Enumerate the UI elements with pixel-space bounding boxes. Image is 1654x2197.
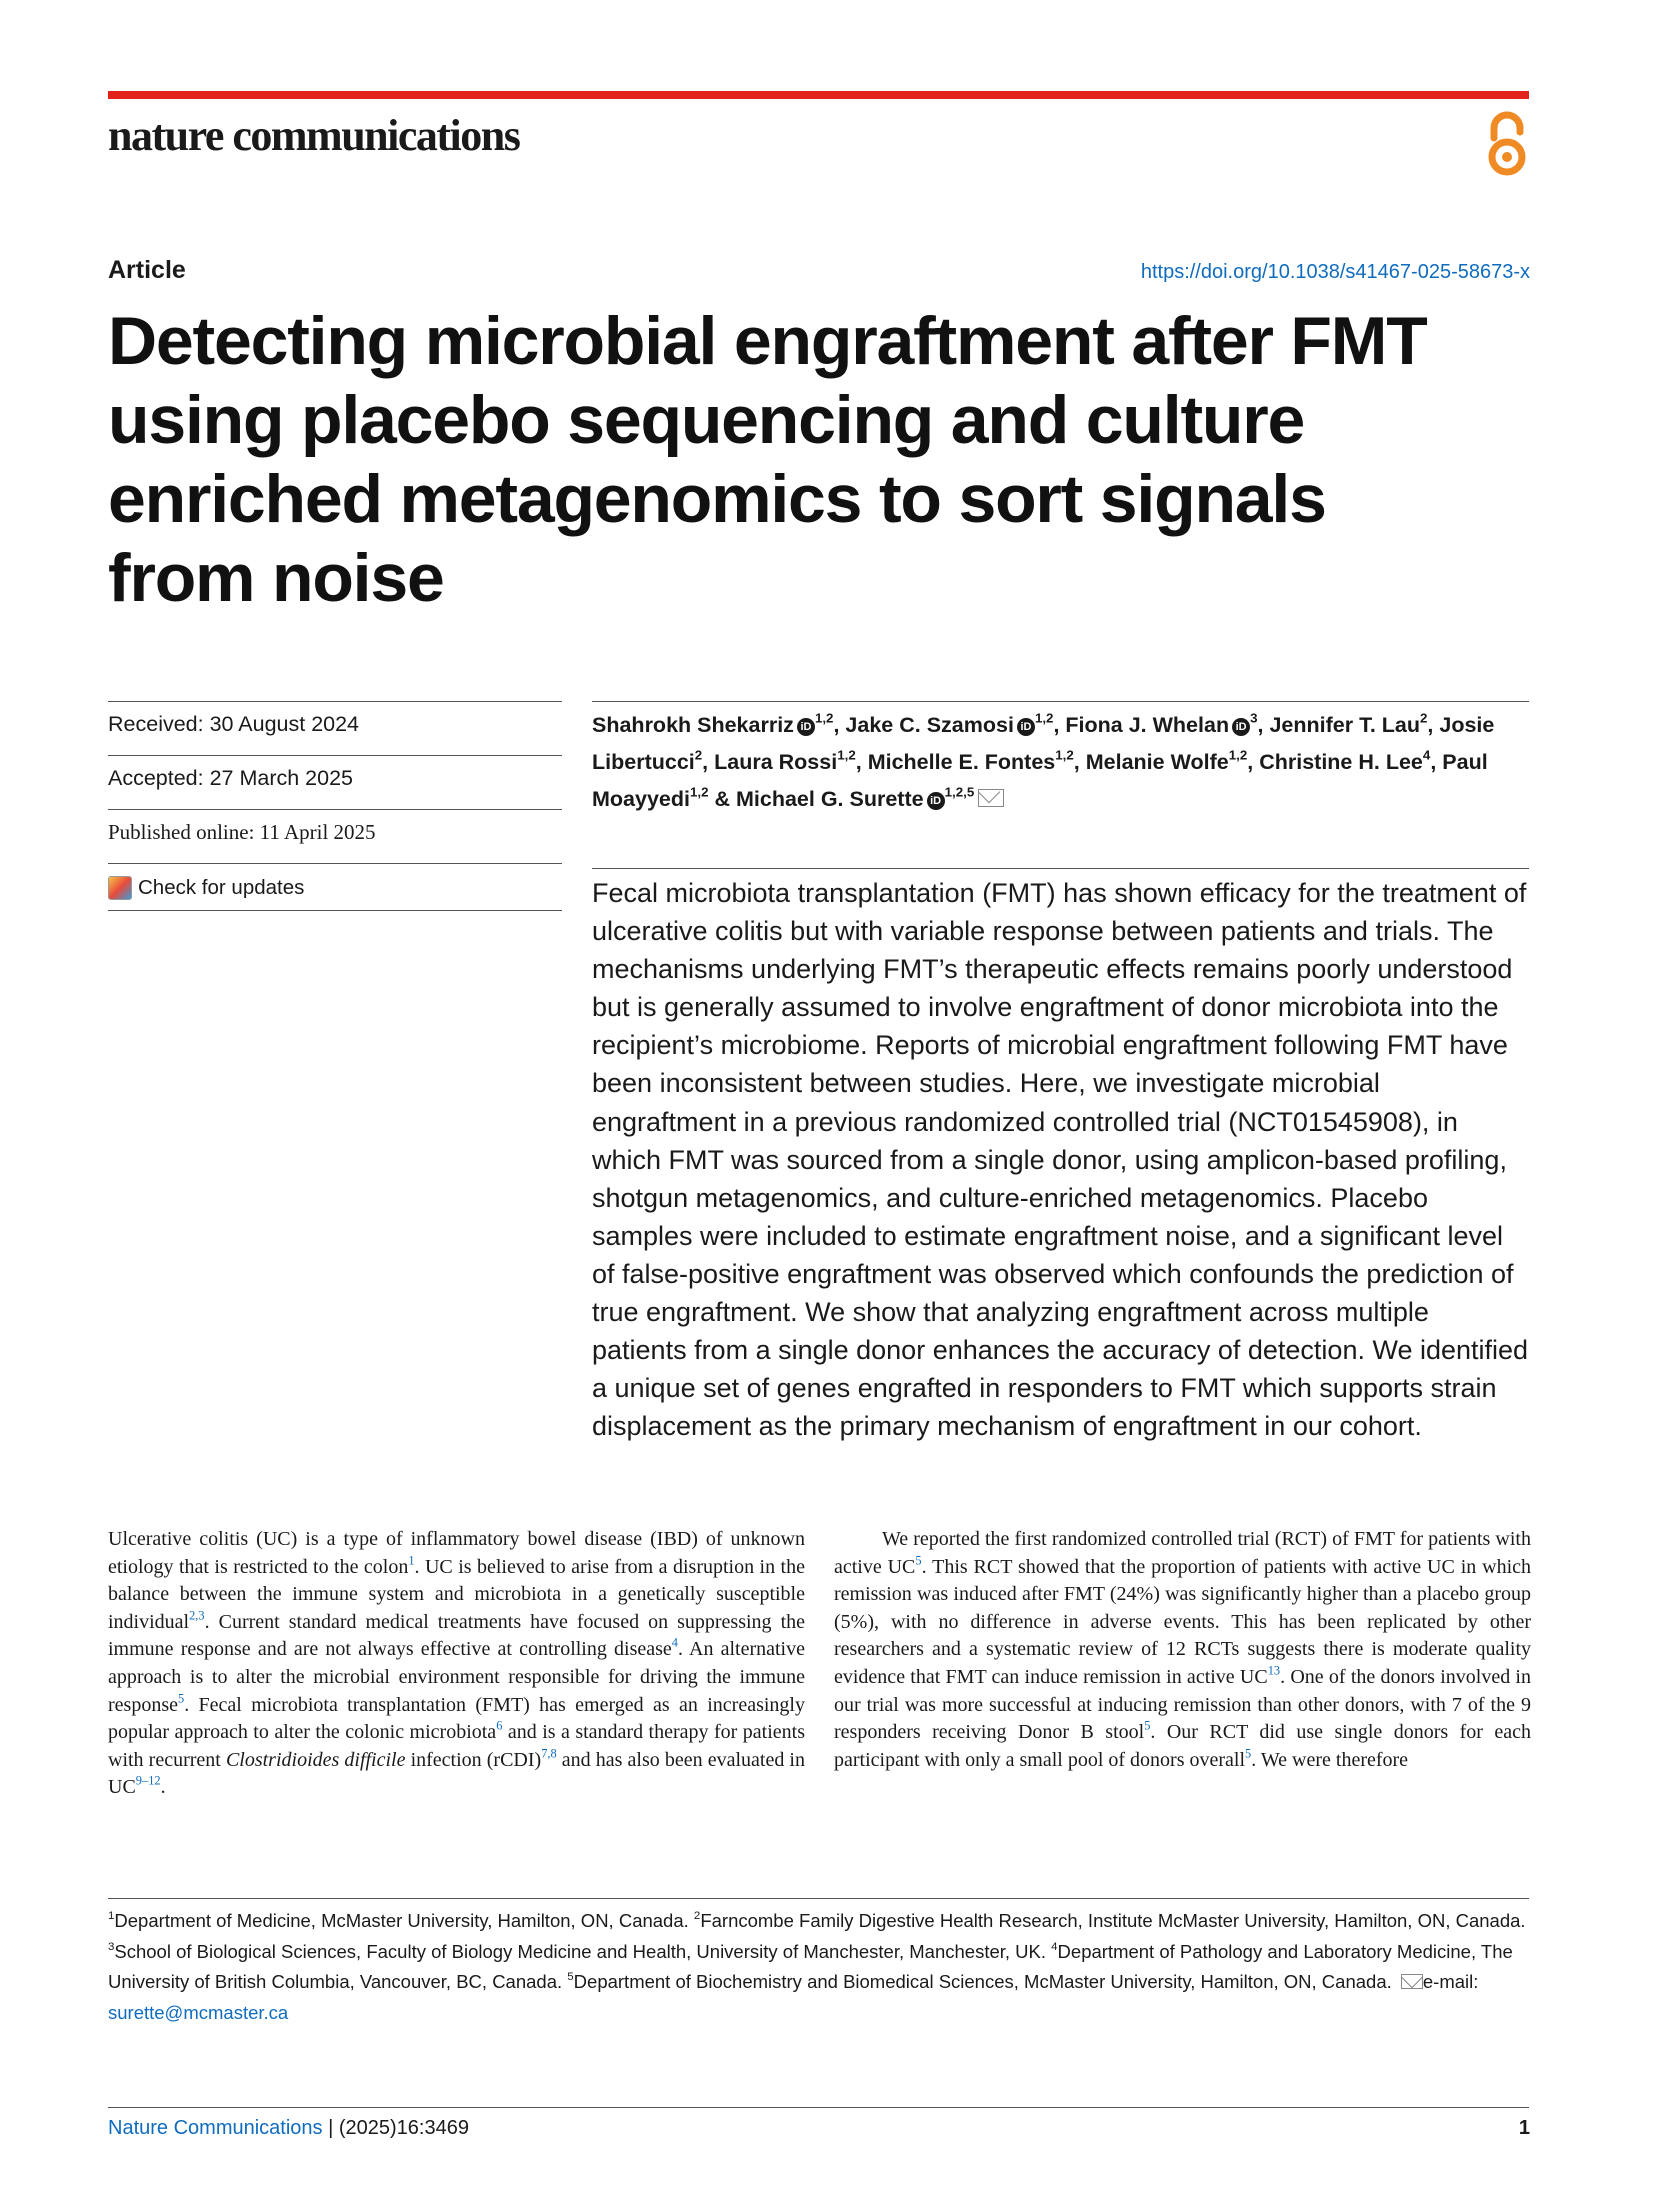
envelope-icon	[1401, 1974, 1423, 1989]
citation-link[interactable]: 4	[671, 1635, 678, 1650]
body-text-right-column: We reported the first randomized controlled trial (RCT) of FMT for patients with active UC$^5$. This RCT showed that the proportion of patients with active UC in which remission was induced after FMT (24%) was significantly higher than a placebo group (5%), with no difference in adverse events. This has been replicated by other researchers and a systematic review of 12 RCTs suggests there is moderate quality evidence that FMT can induce remission in active UC$^{13}$. One of the donors involved in our trial was more successful at inducing remission than other donors, with 7 of the 9 responders receiving Donor B stool$^5$. Our RCT did use single donors for each participant with only a small pool of donors overall$^5$. We were therefore	[834, 1528, 1532, 1771]
title-line: Detecting microbial engraftment after FMT	[108, 303, 1427, 379]
orcid-icon[interactable]: iD	[797, 718, 815, 736]
affiliation-number: 1	[108, 1909, 115, 1922]
title-line: using placebo sequencing and culture	[108, 382, 1305, 458]
page-number: 1	[1518, 2117, 1530, 2139]
affiliations	[108, 1906, 1529, 2028]
citation-link[interactable]: 2,3	[189, 1608, 205, 1623]
affiliation-text: Department of Biochemistry and Biomedical Sciences, McMaster University, Hamilton, ON, Canada.	[573, 1971, 1397, 1992]
author[interactable]: Fiona J. Whelan	[1065, 713, 1230, 737]
citation-link[interactable]: 7,8	[541, 1746, 557, 1761]
open-access-icon	[1482, 110, 1532, 178]
author[interactable]: Christine H. Lee	[1259, 750, 1423, 774]
check-for-updates-icon	[108, 876, 132, 900]
article-title	[108, 302, 1528, 618]
authors-divider	[592, 701, 1529, 702]
footer-journal-link[interactable]: Nature Communications	[108, 2117, 323, 2139]
check-for-updates-label: Check for updates	[138, 876, 305, 899]
affiliation-text: Department of Medicine, McMaster University, Hamilton, ON, Canada.	[114, 1910, 694, 1931]
email-link[interactable]: surette@mcmaster.ca	[108, 2001, 289, 2023]
author-affiliation-marker: 1,2	[837, 747, 856, 763]
affiliation-text: School of Biological Sciences, Faculty of Biology Medicine and Health, University of Manchester, Manchester, UK.	[114, 1940, 1052, 1962]
author-affiliation-marker: 1,2	[1055, 747, 1074, 763]
orcid-icon[interactable]: iD	[1232, 718, 1250, 736]
affiliation-text: Farncombe Family Digestive Health Research, Institute McMaster University, Hamilton, ON, Canada.	[700, 1910, 1526, 1931]
author-affiliation-marker: 2	[1420, 710, 1428, 726]
meta-divider	[108, 910, 562, 911]
author-affiliation-marker: 1,2	[814, 710, 834, 726]
author-list: Shahrokh Shekarriz iD$^{1,2}$, Jake C. Szamosi iD$^{1,2}$, Fiona J. Whelan $iD^3$, Jennifer T. Lau$^2$, Josie Libertucci$^2$, Laura Rossi$^{1,2}$, Michelle E. Fontes$^{1,2}$, Melanie Wolfe$^{1,2}$, Christine H. Lee$^4$, Paul Moayyedi$^{1,2}$ & Michael G. Surette iD$^{1,2,5}$	[592, 710, 1495, 811]
author[interactable]: Jake C. Szamosi	[845, 713, 1014, 737]
authors-divider	[592, 868, 1529, 869]
author[interactable]: Josie Libertucci	[592, 713, 1495, 774]
check-for-updates-button[interactable]	[108, 876, 304, 900]
abstract: Fecal microbiota transplantation (FMT) has shown efficacy for the treatment of ulcerative colitis but with variable response between patients and trials. The mechanisms underlying FMT’s therapeutic effects remains poorly understood but is generally assumed to involve engraftment of donor microbiota into the recipient’s microbiome. Reports of microbial engraftment following FMT have been inconsistent between studies. Here, we investigate microbial engraftment in a previous randomized controlled trial (NCT01545908), in which FMT was sourced from a single donor, using amplicon-based profiling, shotgun metagenomics, and culture-enriched metagenomics. Placebo samples were included to estimate engraftment noise, and a significant level of false-positive engraftment was observed which confounds the prediction of true engraftment. We show that analyzing engraftment across multiple patients from a single donor enhances the accuracy of detection. We identified a unique set of genes engrafted in responders to FMT which supports strain displacement as the primary mechanism of engraftment in our cohort.	[592, 878, 1529, 1442]
author[interactable]: Melanie Wolfe	[1085, 750, 1229, 774]
footer-divider	[108, 2107, 1529, 2108]
author-affiliation-marker: 3	[1250, 710, 1258, 726]
citation-link[interactable]: 5	[915, 1552, 922, 1567]
italic-term: Clostridioides difficile	[225, 1748, 406, 1771]
author[interactable]: Shahrokh Shekarriz	[592, 713, 794, 737]
header-rule	[108, 91, 1529, 99]
author[interactable]: Michael G. Surette	[736, 787, 924, 811]
citation-link[interactable]: 6	[496, 1718, 503, 1733]
body-text-left-column: Ulcerative colitis (UC) is a type of inflammatory bowel disease (IBD) of unknown etiology that is restricted to the colon$^1$. UC is believed to arise from a disruption in the balance between the immune system and microbiota in a genetically susceptible individual$^{2,3}$. Current standard medical treatments have focused on suppressing the immune response and are not always effective at controlling disease$^4$. An alternative approach is to alter the microbial environment responsible for driving the immune response$^5$. Fecal microbiota transplantation (FMT) has emerged as an increasingly popular approach to alter the colonic microbiota$^6$ and is a standard therapy for patients with recurrent Clostridioides difficile infection (rCDI)$^{7,8}$ and has also been evaluated in UC$^{9-12}$.	[108, 1528, 805, 1799]
citation-link[interactable]: 9–12	[135, 1773, 161, 1788]
author-affiliation-marker: 4	[1422, 747, 1431, 763]
citation-link[interactable]: 5	[177, 1690, 185, 1705]
affiliation-text: Department of Pathology and Laboratory Medicine, The University of British Columbia, Vancouver, BC, Canada.	[108, 1940, 1513, 1992]
citation-link[interactable]: 5	[1144, 1718, 1151, 1733]
published-date: Published online: 11 April 2025	[108, 820, 376, 844]
citation-link[interactable]: 5	[1245, 1746, 1252, 1761]
doi-link[interactable]: https://doi.org/10.1038/s41467-025-58673-x	[1140, 261, 1530, 283]
title-line: enriched metagenomics to sort signals	[108, 461, 1326, 537]
author[interactable]: Jennifer T. Lau	[1269, 713, 1420, 737]
author[interactable]: Laura Rossi	[714, 750, 838, 774]
affiliations-divider	[108, 1898, 1529, 1899]
author[interactable]: Paul Moayyedi	[592, 750, 1488, 811]
meta-divider	[108, 863, 562, 864]
citation-link[interactable]: 13	[1267, 1663, 1281, 1678]
affiliation-number: 4	[1051, 1940, 1058, 1953]
footer-citation	[108, 2117, 469, 2140]
envelope-icon[interactable]	[978, 789, 1004, 807]
author-affiliation-marker: 2	[694, 747, 703, 763]
affiliation-number: 3	[108, 1940, 115, 1953]
author-affiliation-marker: 1,2	[1228, 747, 1248, 763]
footer-volume: | (2025)16:3469	[322, 2117, 469, 2139]
author-affiliation-marker: 1,2	[689, 784, 709, 800]
meta-divider	[108, 755, 562, 756]
author-affiliation-marker: 1,2	[1034, 710, 1054, 726]
orcid-icon[interactable]: iD	[1017, 718, 1035, 736]
journal-name[interactable]: nature communications	[108, 111, 520, 160]
meta-divider	[108, 809, 562, 810]
title-line: from noise	[108, 540, 444, 616]
author[interactable]: Michelle E. Fontes	[867, 750, 1056, 774]
orcid-icon[interactable]: iD	[927, 792, 945, 810]
email-label: e-mail:	[1422, 1971, 1479, 1992]
meta-divider	[108, 701, 562, 702]
received-date: Received: 30 August 2024	[108, 712, 360, 736]
accepted-date: Accepted: 27 March 2025	[108, 766, 354, 790]
affiliation-number: 5	[567, 1970, 574, 1983]
author-affiliation-marker: 1,2,5	[944, 784, 975, 800]
affiliation-number: 2	[693, 1909, 701, 1922]
article-type: Article	[108, 256, 186, 284]
citation-link[interactable]: 1	[408, 1552, 415, 1567]
